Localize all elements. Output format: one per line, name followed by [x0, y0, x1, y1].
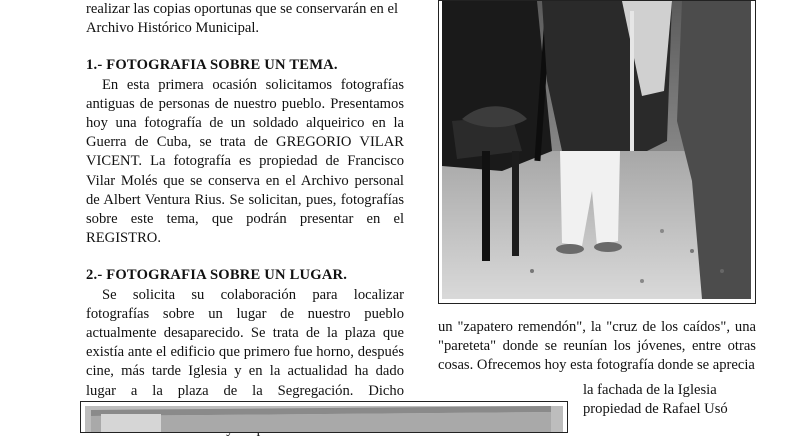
- left-text-column: [86, 0, 404, 439]
- soldier-photo-frame: [438, 0, 756, 304]
- soldier-photo: [442, 1, 751, 299]
- right-text-column: [438, 318, 756, 376]
- right-paragraph: un "zapatero remendón", la "cruz de los caídos", una "pareteta" donde se reunían los jóvenes, entre otras cosas. Ofrecemos hoy esta fotografía donde se aprecia: [438, 319, 756, 374]
- right-narrow-text: [583, 381, 755, 419]
- section-1-heading: 1.- FOTOGRAFIA SOBRE UN TEMA.: [86, 57, 338, 74]
- section-1-paragraph: En esta primera ocasión solicitamos fotografías antiguas de personas de nuestro pueblo. Presentamos hoy una fotografía de un soldado alqueirico en la Guerra de Cuba, se trata de GREGORIO VILAR VICENT. La fotografía es propiedad de Francisco Vilar Molés que se conserva en el Archivo personal de Albert Ventura Rius. Se solicitan, pues, fotografías sobre este tema, que podrán presentar en el REGISTRO.: [86, 76, 404, 247]
- narrow-line-2: propiedad de Rafael Usó: [583, 401, 728, 418]
- intro-line-1: realizar las copias oportunas que se conservarán en el: [86, 1, 399, 17]
- intro-line-2: Archivo Histórico Municipal.: [86, 20, 260, 37]
- church-photo: [80, 401, 568, 433]
- section-2-heading: 2.- FOTOGRAFIA SOBRE UN LUGAR.: [86, 267, 348, 284]
- narrow-line-1: la fachada de la Iglesia: [583, 382, 717, 398]
- soldier-photo-image: [442, 1, 751, 299]
- church-photo-image: [81, 402, 567, 432]
- section-2-paragraph: Se solicita su colaboración para localizar fotografías sobre un lugar de nuestro pueblo actualmente desaparecido. Se trata de la plaza que existía ante el edificio que primero fue horno, después cine, más tarde Iglesia y en la actualidad ha dado lugar a la plaza de la Segregación. Dicho: [86, 286, 404, 399]
